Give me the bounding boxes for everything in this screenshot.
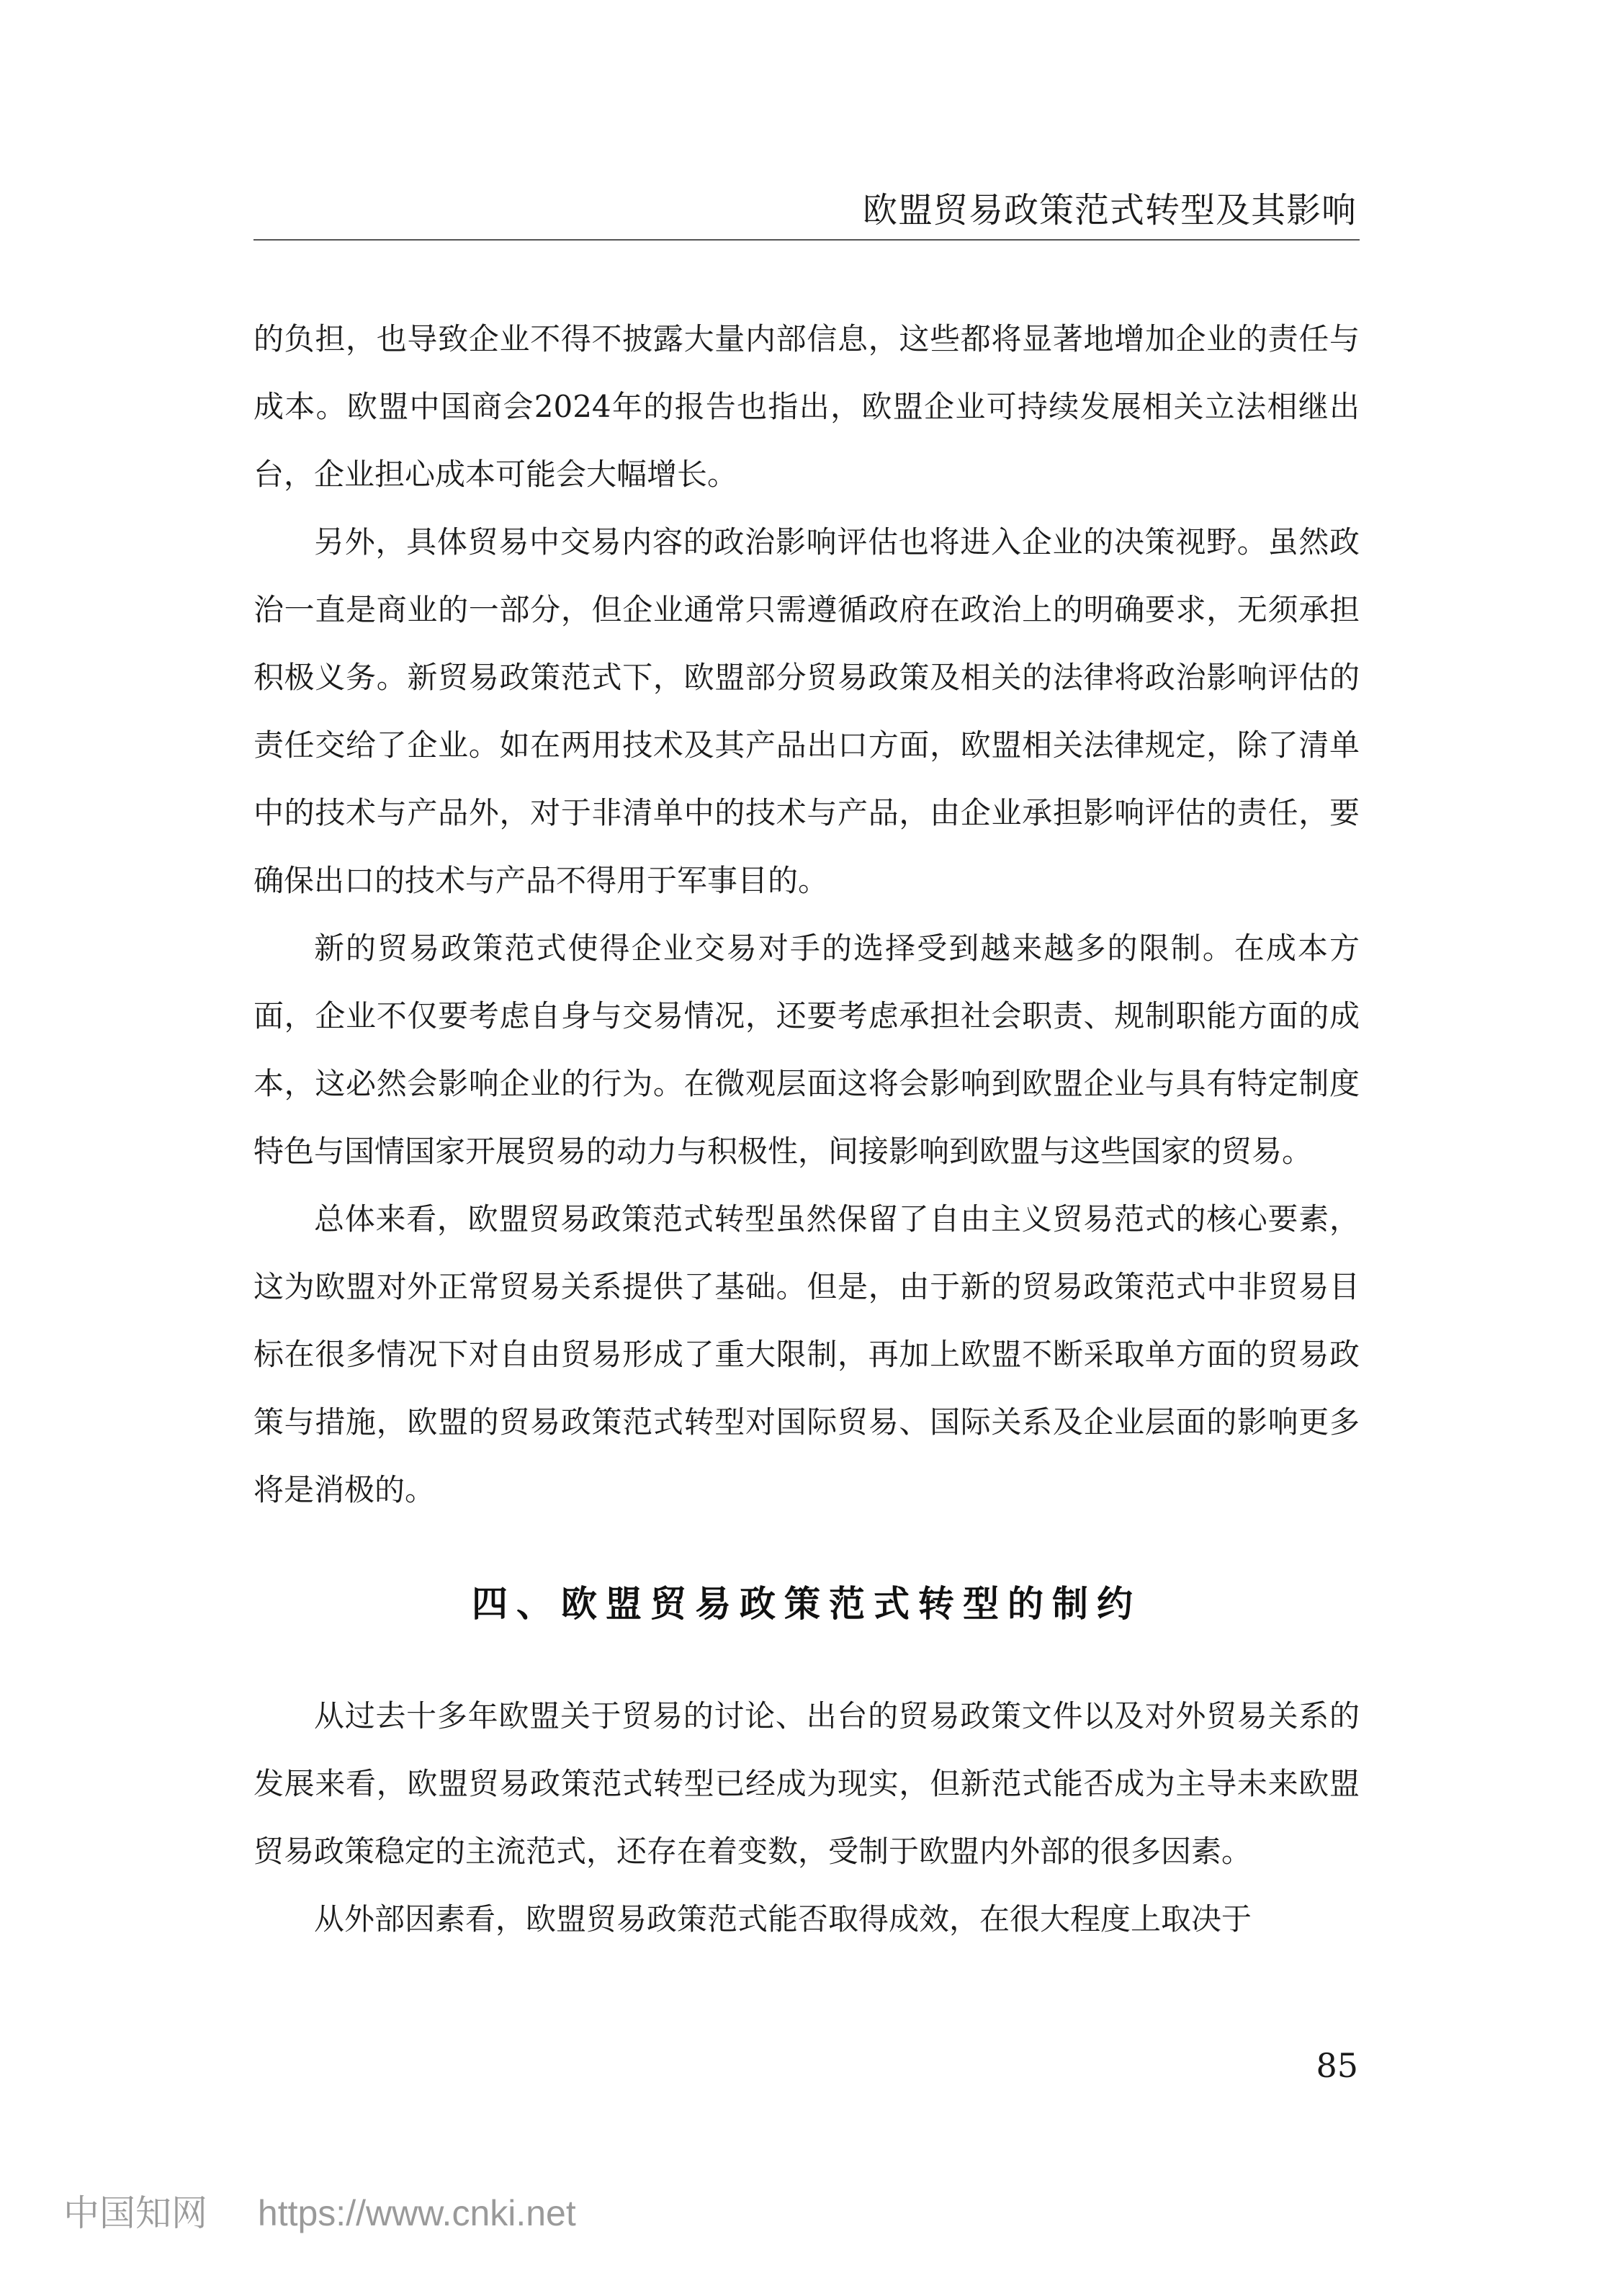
paragraph: 另外，具体贸易中交易内容的政治影响评估也将进入企业的决策视野。虽然政治一直是商业的一部分，但企业通常只需遵循政府在政治上的明确要求，无须承担积极义务。新贸易政策范式下，欧盟部分贸易政策及相关的法律将政治影响评估的责任交给了企业。如在两用技术及其产品出口方面，欧盟相关法律规定，除了清单中的技术与产品外，对于非清单中的技术与产品，由企业承担影响评估的责任，要确保出口的技术与产品不得用于军事目的。 <box>253 524 1360 898</box>
paragraph: 总体来看，欧盟贸易政策范式转型虽然保留了自由主义贸易范式的核心要素，这为欧盟对外正常贸易关系提供了基础。但是，由于新的贸易政策范式中非贸易目标在很多情况下对自由贸易形成了重大限制，再加上欧盟不断采取单方面的贸易政策与措施，欧盟的贸易政策范式转型对国际贸易、国际关系及企业层面的影响更多将是消极的。 <box>253 1201 1360 1507</box>
paragraph: 新的贸易政策范式使得企业交易对手的选择受到越来越多的限制。在成本方面，企业不仅要考虑自身与交易情况，还要考虑承担社会职责、规制职能方面的成本，这必然会影响企业的行为。在微观层面这将会影响到欧盟企业与具有特定制度特色与国情国家开展贸易的动力与积极性，间接影响到欧盟与这些国家的贸易。 <box>253 930 1360 1169</box>
paragraph: 从外部因素看，欧盟贸易政策范式能否取得成效，在很大程度上取决于 <box>314 1901 1252 1937</box>
paragraph: 从过去十多年欧盟关于贸易的讨论、出台的贸易政策文件以及对外贸易关系的发展来看，欧盟贸易政策范式转型已经成为现实，但新范式能否成为主导未来欧盟贸易政策稳定的主流范式，还存在着变数，受制于欧盟内外部的很多因素。 <box>253 1698 1360 1869</box>
body-text <box>253 305 1360 1953</box>
section-heading: 四、欧盟贸易政策范式转型的制约 <box>472 1583 1141 1625</box>
page-number: 85 <box>1316 2046 1358 2085</box>
watermark-url-link[interactable]: https://www.cnki.net <box>257 2193 576 2233</box>
paragraph-continued: 的负担，也导致企业不得不披露大量内部信息，这些都将显著地增加企业的责任与成本。欧盟中国商会2024年的报告也指出，欧盟企业可持续发展相关立法相继出台，企业担心成本可能会大幅增长。 <box>253 321 1360 492</box>
cnki-watermark <box>63 2188 576 2238</box>
running-header <box>253 189 1360 241</box>
watermark-brand: 中国知网 <box>63 2193 207 2233</box>
running-header-title: 欧盟贸易政策范式转型及其影响 <box>862 190 1357 230</box>
